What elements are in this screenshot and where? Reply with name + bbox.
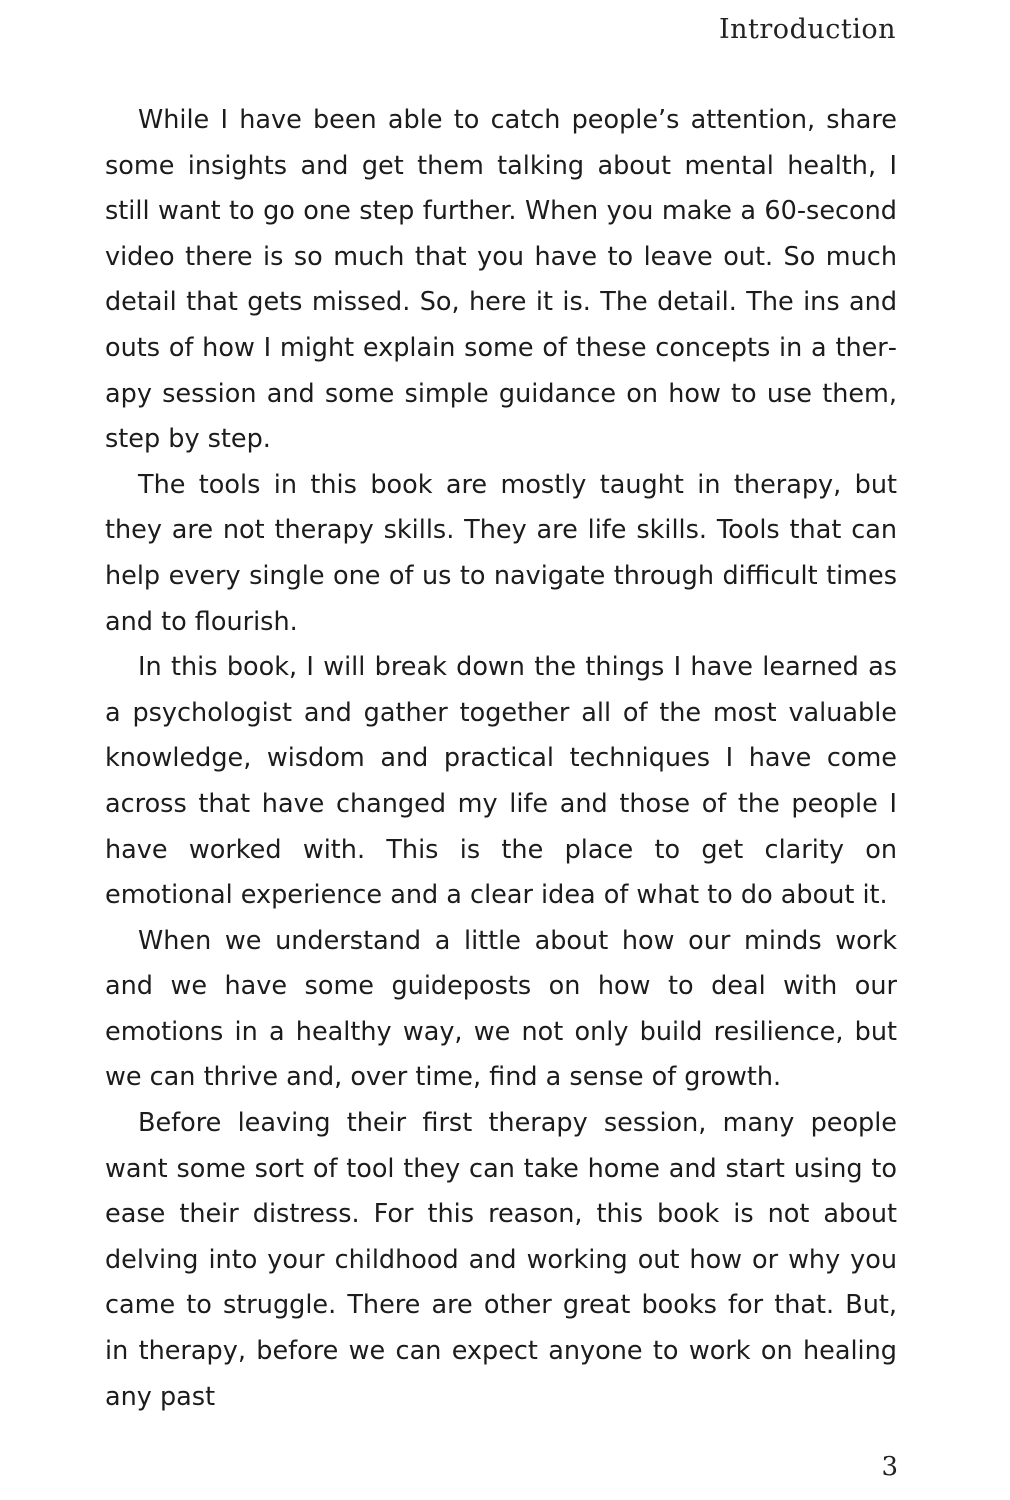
page-number: 3 — [881, 1452, 898, 1482]
paragraph: While I have been able to catch people’s attention, share some insights and get them talking about mental health, I still want to go one step further. When you make a 60-second video there is so much that you have to leave out. So much detail that gets missed. So, here it is. The detail. The ins and outs of how I might explain some of these concepts in a therapy session and some simple guidance on how to use them, step by step. — [105, 105, 897, 455]
paragraph: In this book, I will break down the things I have learned as a psychologist and gather together all of the most valuable knowledge, wisdom and practical techniques I have come across that have changed my life and those of the people I have worked with. This is the place to get clarity on emotional experience and a clear idea of what to do about it. — [105, 652, 897, 911]
body-text — [105, 98, 897, 1420]
running-head-title: Introduction — [719, 14, 896, 45]
paragraph: Before leaving their first therapy session, many people want some sort of tool they can take home and start using to ease their distress. For this reason, this book is not about delving into your childhood and working out how or why you came to struggle. There are other great books for that. But, in therapy, before we can expect anyone to work on healing any past — [105, 1108, 897, 1412]
paragraph: The tools in this book are mostly taught in therapy, but they are not therapy skills. They are life skills. Tools that can help every single one of us to navigate through difficult times and to flourish. — [105, 469, 897, 637]
paragraph: When we understand a little about how our minds work and we have some guideposts on how to deal with our emotions in a healthy way, we not only build resilience, but we can thrive and, over time, find a sense of growth. — [105, 925, 897, 1093]
